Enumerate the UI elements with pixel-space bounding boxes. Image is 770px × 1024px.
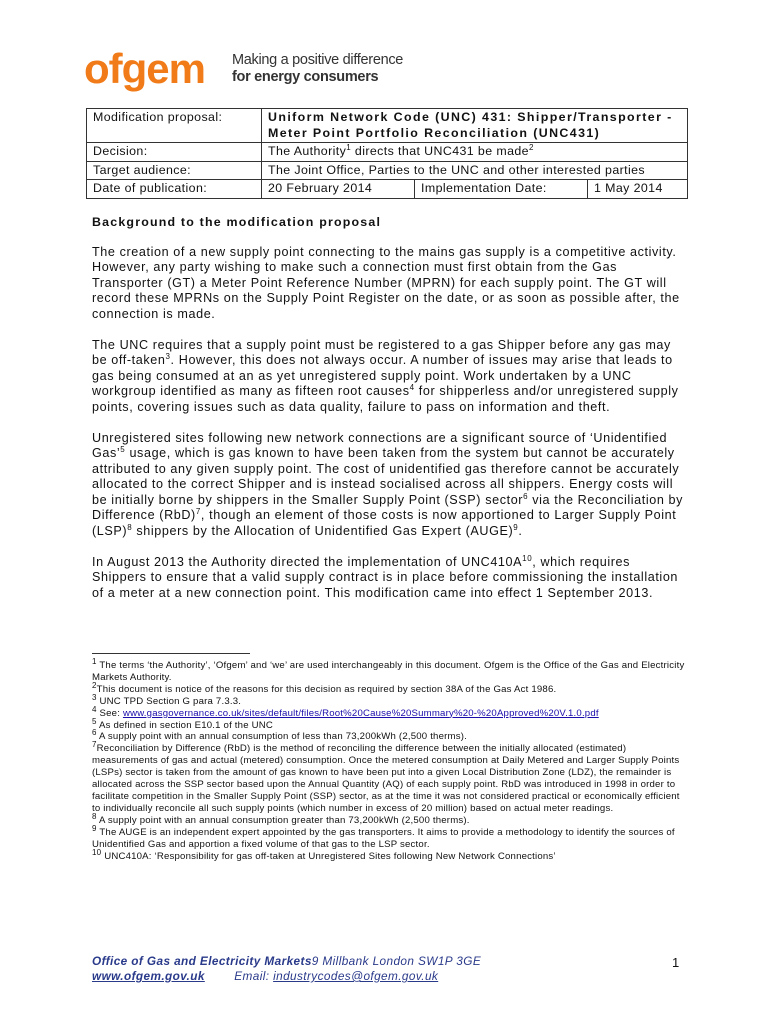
audience-value: The Joint Office, Parties to the UNC and other interested parties: [262, 161, 688, 180]
footnote-6: $^6$ A supply point with an annual consumption of less than 73,200kWh (2,500 therms).: [92, 728, 467, 743]
implementation-label: Implementation Date:: [415, 180, 588, 199]
paragraph-1: The creation of a new supply point connecting to the mains gas supply is a competitive activity. However, any party wishing to make such a connection must first obtain from the Gas Transporter (GT) a Meter Point Reference Number (MPRN) for each supply point. The GT will record these MPRNs on the Supply Point Register on the date, or as soon as possible after, the connection is made.: [92, 245, 680, 321]
section-heading: Background to the modification proposal: [92, 215, 382, 229]
publication-date: 20 February 2014: [262, 180, 415, 199]
implementation-date: 1 May 2014: [588, 180, 688, 199]
paragraph-3: Unregistered sites following new network connections are a significant source of ‘Unidentified Gas’$^5$ usage, which is gas known to have been taken from the system but cannot be accurately attributed to any given supply point. The cost of unidentified gas therefore cannot be accurately allocated to the correct Shipper and is instead socialised across all shippers. Energy costs will be initially borne by shippers in the Smaller Supply Point (SSP) sector$^6$ via the Reconciliation by Difference (RbD)$^7$, though an element of those costs is now apportioned to Larger Supply Point (LSP)$^8$ shippers by the Allocation of Unidentified Gas Expert (AUGE)$^9$.: [92, 431, 684, 538]
footer-email-label: Email:: [234, 969, 274, 983]
modification-label: Modification proposal:: [87, 109, 262, 143]
footer-org: Office of Gas and Electricity Markets: [92, 954, 312, 968]
body-text: [92, 245, 686, 617]
footnotes: [92, 656, 686, 862]
footnote-divider: [92, 653, 250, 654]
footnote-4: $^4$ See: www.gasgovernance.co.uk/sites/default/files/Root%20Cause%20Summary%20-%20Approved%20V.1.0.pdf: [92, 704, 599, 719]
audience-label: Target audience:: [87, 161, 262, 180]
footer-website-link[interactable]: www.ofgem.gov.uk: [92, 969, 205, 983]
footnote-5: $^5$ As defined in section E10.1 of the UNC: [92, 716, 273, 731]
footnote-2: $^2$This document is notice of the reasons for this decision as required by section 38A of the Gas Act 1986.: [92, 680, 557, 695]
footnote-9: $^9$ The AUGE is an independent expert appointed by the gas transporters. It aims to provide a methodology to identify the sources of Unidentified Gas and apportion a fixed volume of that gas to the LSP sector.: [92, 823, 675, 850]
page-footer: [92, 954, 692, 984]
footer-line-1: [92, 954, 692, 969]
footnote-10: $^{10}$ UNC410A: ‘Responsibility for gas off-taken at Unregistered Sites following New Network Connections’: [92, 847, 556, 862]
decision-value: The Authority$^1$ directs that UNC431 be made$^2$: [262, 143, 688, 162]
modification-value: Uniform Network Code (UNC) 431: Shipper/Transporter - Meter Point Portfolio Reconciliation (UNC431): [262, 109, 688, 143]
footnote-7: $^7$Reconciliation by Difference (RbD) is the method of reconciling the difference between the initially allocated (estimated) measurements of gas and actual (metered) consumption. Once the metered consumption at Daily Metered and Larger Supply Points (LSPs) sector is taken from the amount of gas known to have been put into a given Local Distribution Zone (LDZ), the remainder is allocated across the SSP sector based upon the Annual Quantity (AQ) of each supply point. RbD was introduced in 1998 in order to facilitate competition in the Smaller Supply Point (SSP) sector, as at the time it was not considered practical or economically efficient to individually reconcile all such supply points (which number in excess of 20 million) based on actual meter readings.: [92, 740, 680, 814]
decision-summary-table: [86, 108, 688, 199]
tagline-line-2: for energy consumers: [232, 69, 379, 85]
footnote-3: $^3$ UNC TPD Section G para 7.3.3.: [92, 692, 242, 707]
logo-wordmark: ofgem: [84, 45, 205, 92]
page-number: 1: [672, 955, 680, 970]
paragraph-4: In August 2013 the Authority directed the implementation of $UNC410A^{10}$, which requires Shippers to ensure that a valid supply contract is in place before commissioning the installation of a meter at a new connection point. This modification came into effect 1 September 2013.: [92, 553, 679, 600]
publication-label: Date of publication:: [87, 180, 262, 199]
root-cause-summary-link[interactable]: www.gasgovernance.co.uk/sites/default/files/Root%20Cause%20Summary%20-%20Approved%20V.1.0.pdf: [122, 707, 599, 719]
footnote-1: $^1$ The terms ‘the Authority’, ‘Ofgem’ and ‘we’ are used interchangeably in this document. Ofgem is the Office of the Gas and Electricity Markets Authority.: [92, 656, 685, 683]
footnote-8: $^8$ A supply point with an annual consumption greater than 73,200kWh (2,500 therms).: [92, 811, 470, 826]
footer-line-2: [92, 969, 692, 984]
tagline-line-1: Making a positive difference: [232, 52, 404, 68]
footer-address: 9 Millbank London SW1P 3GE: [311, 954, 482, 968]
paragraph-2: The UNC requires that a supply point must be registered to a gas Shipper before any gas may be off-taken$^3$. However, this does not always occur. A number of issues may arise that leads to gas being consumed at an as yet unregistered supply point. Work undertaken by a UNC workgroup identified as many as fifteen root causes$^4$ for shipperless and/or unregistered supply points, covering issues such as data quality, failure to pass on information and theft.: [92, 338, 679, 414]
decision-label: Decision:: [87, 143, 262, 162]
footer-email-link[interactable]: industrycodes@ofgem.gov.uk: [273, 969, 439, 983]
logo-tagline: [232, 52, 472, 86]
